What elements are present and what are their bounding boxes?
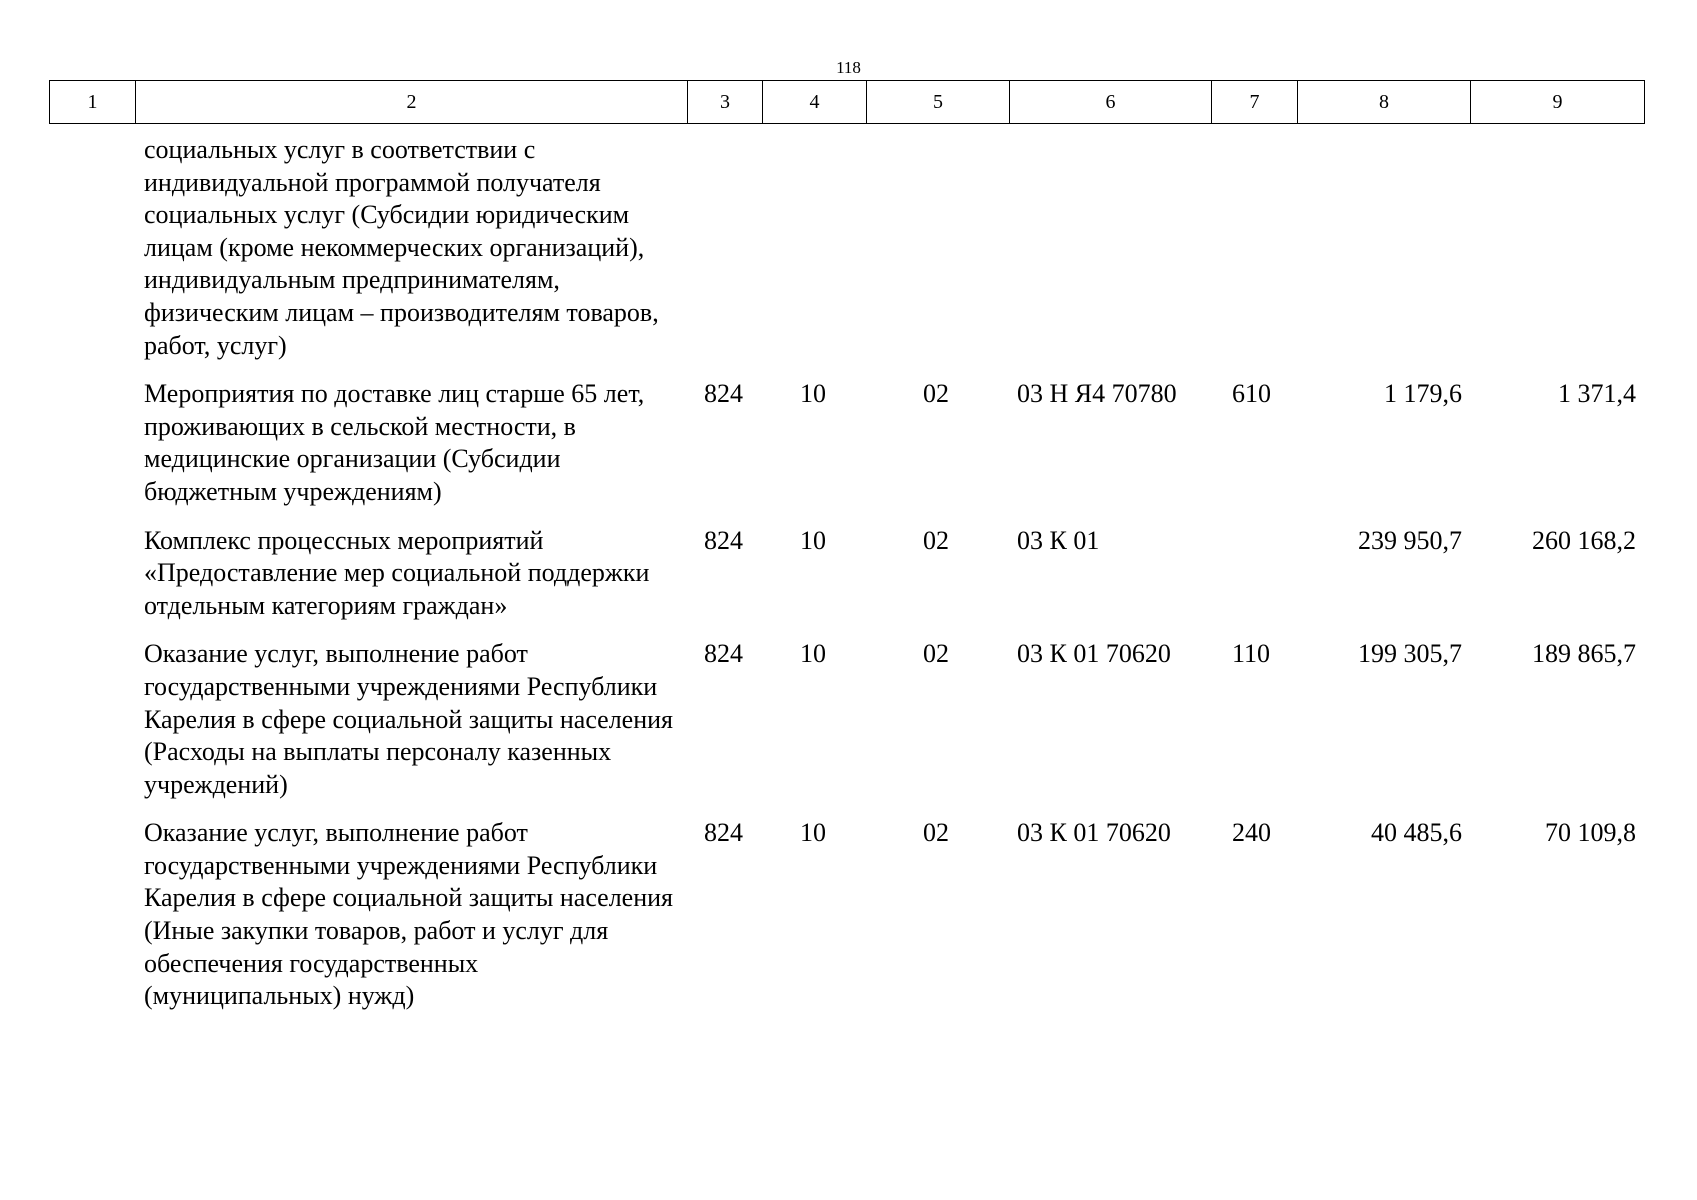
header-cell-9: 9 [1471,81,1645,124]
cell-col5: 02 [923,818,949,848]
cell-col5: 02 [923,639,949,669]
cell-col7 [1211,134,1297,378]
cell-col8: 1 179,6 [1384,379,1462,409]
page-number: 118 [836,58,861,77]
header-cell-6: 6 [1010,81,1212,124]
cell-col4 [762,134,866,378]
row-description: Мероприятия по доставке лиц старше 65 лет, проживающих в сельской местности, в медицинские организации (Субсидии бюджетным учреждениям) [144,379,645,506]
cell-col3 [687,134,762,378]
cell-col9: 260 168,2 [1532,525,1636,555]
cell-col9 [1470,134,1644,378]
cell-col8: 40 485,6 [1371,818,1462,848]
cell-col5: 02 [923,379,949,409]
table-row [49,134,1644,378]
cell-col8: 239 950,7 [1358,525,1462,555]
header-cell-4: 4 [763,81,867,124]
cell-col4: 10 [800,639,826,669]
table-row [49,638,1644,817]
cell-col8 [1297,134,1470,378]
header-cell-8: 8 [1298,81,1471,124]
row-description: Оказание услуг, выполнение работ государственными учреждениями Республики Карелия в сфере социальной защиты населения (Иные закупки товаров, работ и услуг для обеспечения государственных (муниципальных) нужд) [144,818,674,1011]
header-cell-1: 1 [50,81,136,124]
cell-col6: 03 Н Я4 70780 [1017,379,1177,409]
cell-col5 [866,134,1009,378]
table-row [49,378,1644,524]
budget-table-body [49,134,1644,1029]
cell-col7: 240 [1232,818,1271,848]
cell-col4: 10 [800,379,826,409]
row-description: социальных услуг в соответствии с индивидуальной программой получателя социальных услуг (Субсидии юридическим лицам (кроме некоммерческих организаций), индивидуальным предпринимателям, физическим лицам – производителям товаров, работ, услуг) [144,135,659,360]
cell-col9: 189 865,7 [1532,639,1636,669]
cell-col6: 03 К 01 70620 [1017,818,1171,848]
cell-col6: 03 К 01 70620 [1017,639,1171,669]
cell-col7 [1211,525,1297,639]
header-cell-7: 7 [1212,81,1298,124]
table-row [49,817,1644,1029]
cell-col4: 10 [800,525,826,555]
cell-col6: 03 К 01 [1017,525,1100,555]
row-description: Оказание услуг, выполнение работ государственными учреждениями Республики Карелия в сфере социальной защиты населения (Расходы на выплаты персоналу казенных учреждений) [144,639,674,799]
header-cell-3: 3 [688,81,763,124]
cell-col3: 824 [704,379,743,409]
header-row [50,81,1645,124]
cell-col3: 824 [704,639,743,669]
cell-col9: 1 371,4 [1558,379,1636,409]
column-number-header [49,80,1645,124]
table-row [49,525,1644,639]
cell-col6 [1009,134,1211,378]
cell-col7: 110 [1232,639,1271,669]
row-description: Комплекс процессных мероприятий «Предоставление мер социальной поддержки отдельным категориям граждан» [144,525,650,620]
cell-col4: 10 [800,818,826,848]
cell-col9: 70 109,8 [1545,818,1636,848]
cell-col3: 824 [704,818,743,848]
cell-col7: 610 [1232,379,1271,409]
cell-col3: 824 [704,525,743,555]
cell-col5: 02 [923,525,949,555]
header-cell-5: 5 [867,81,1010,124]
header-cell-2: 2 [136,81,688,124]
cell-col8: 199 305,7 [1358,639,1462,669]
